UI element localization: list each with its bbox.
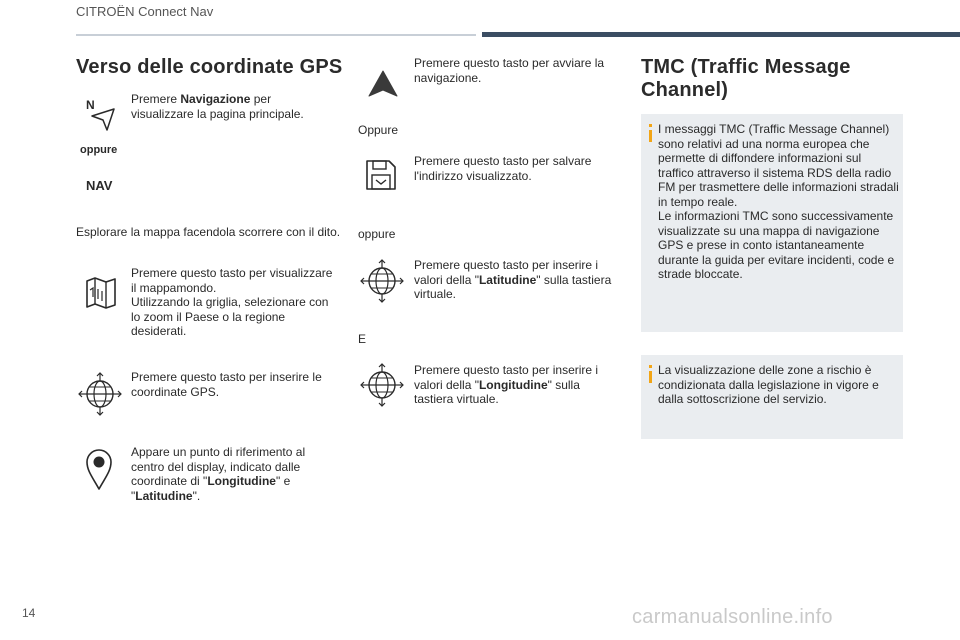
compass-arrow-icon: [86, 98, 120, 134]
map-icon[interactable]: [84, 275, 118, 311]
step-navigation-text: Premere Navigazione per visualizzare la pagina principale.: [131, 92, 304, 121]
note-marker-dot: [649, 365, 652, 368]
note-marker-dot: [649, 124, 652, 127]
step-pin-text: Appare un punto di riferimento al centro del display, indicato dalle coordinate di "Longitudine" e "Latitudine".: [131, 445, 306, 503]
header-title: CITROËN Connect Nav: [76, 4, 214, 19]
section-heading-gps: Verso delle coordinate GPS: [76, 56, 343, 78]
or-label: oppure: [80, 144, 118, 156]
note-marker-bar: [649, 371, 652, 383]
location-pin-icon: [84, 447, 114, 491]
and-label: E: [358, 332, 367, 346]
step-start-text: Premere questo tasto per avviare la navigazione.: [414, 56, 605, 85]
gps-coordinates-icon[interactable]: [78, 372, 122, 416]
nav-button-label[interactable]: NAV: [86, 178, 113, 193]
tmc-heading-line1: TMC (Traffic Message: [641, 56, 851, 78]
info-note-tmc: [641, 114, 903, 332]
step-map-text: Premere questo tasto per visualizzare il mappamondo. Utilizzando la griglia, selezionare con lo zoom il Paese o la regione desiderati.: [131, 266, 333, 338]
explore-map-text: Esplorare la mappa facendola scorrere con il dito.: [76, 225, 341, 239]
note-risk-zones-text: La visualizzazione delle zone a rischio è condizionata dalla legislazione in vigore e dalla sottoscrizione del servizio.: [658, 363, 879, 406]
page-number: 14: [22, 606, 36, 620]
start-navigation-icon[interactable]: [367, 69, 399, 99]
note-marker-bar: [649, 130, 652, 142]
latitude-icon[interactable]: [360, 259, 404, 303]
watermark: carmanualsonline.info: [632, 606, 833, 628]
step-save-text: Premere questo tasto per salvare l'indirizzo visualizzato.: [414, 154, 592, 183]
section-heading-tmc: [641, 56, 851, 102]
info-note-risk-zones: [641, 355, 903, 439]
header-divider-light: [76, 34, 476, 36]
step-gps-text: Premere questo tasto per inserire le coordinate GPS.: [131, 370, 322, 399]
step-longitude-text: Premere questo tasto per inserire i valori della "Longitudine" sulla tastiera virtuale.: [414, 363, 599, 406]
save-icon[interactable]: [364, 158, 398, 192]
longitude-icon[interactable]: [360, 363, 404, 407]
tmc-heading-line2: Channel): [641, 79, 729, 101]
or-label-1: Oppure: [358, 123, 399, 137]
north-letter: N: [86, 98, 95, 112]
note-tmc-text: I messaggi TMC (Traffic Message Channel) sono relativi ad una norma europea che permette di diffondere informazioni sul traffico attraverso il sistema RDS della radio FM per trasmettere delle informazioni stradali in tempo reale. Le informazioni TMC sono successivamente visualizzate su una mappa di navigazione GPS e prese in conto istantaneamente durante la guida per evitare incidenti, code e strade bloccate.: [658, 122, 899, 281]
or-label-2: oppure: [358, 227, 396, 241]
header-divider-dark: [482, 32, 960, 37]
step-latitude-text: Premere questo tasto per inserire i valori della "Latitudine" sulla tastiera virtuale.: [414, 258, 612, 301]
